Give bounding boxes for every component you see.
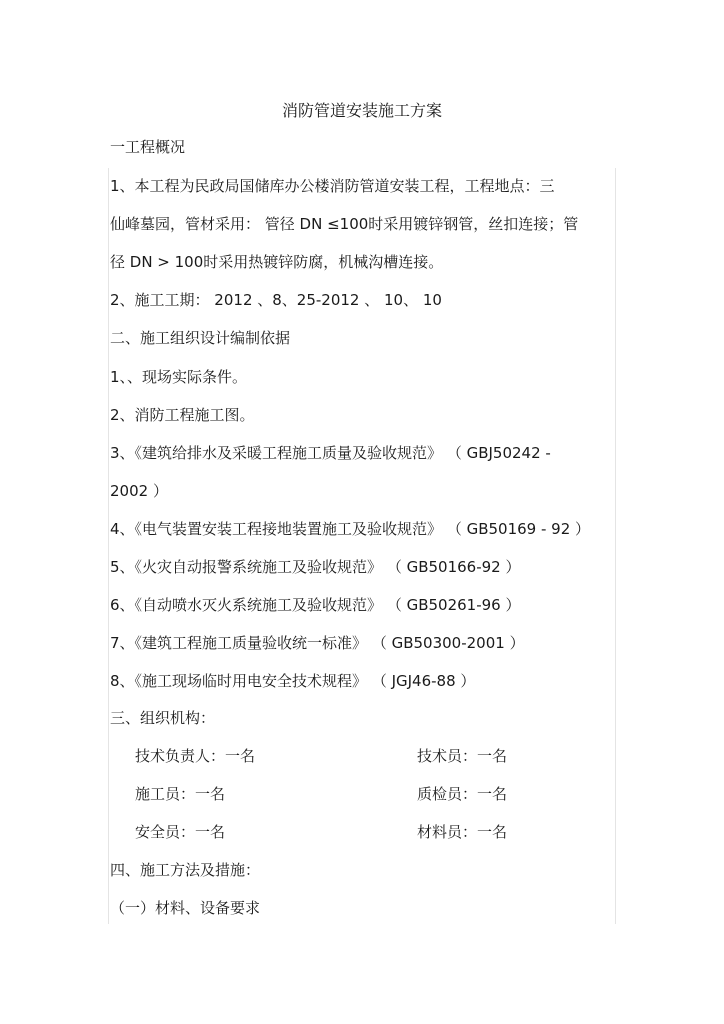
paragraph-2: 2、施工工期： 2012 、8、25-2012 、 10、 10: [110, 291, 442, 309]
section3-heading: 三、组织机构：: [110, 709, 216, 727]
basis-item-continuation: 2002 ）: [110, 482, 168, 500]
basis-item: 7、《建筑工程施工质量验收统一标准》 （ GB50300-2001 ）: [110, 634, 525, 652]
paragraph-1-line-2: 仙峰墓园，管材采用： 管径 DN ≤100时采用镀锌钢管，丝扣连接；管: [110, 215, 579, 233]
paragraph-1-line-3: 径 DN > 100时采用热镀锌防腐，机械沟槽连接。: [110, 253, 444, 271]
staff-role-right: 技术员：一名: [417, 747, 508, 765]
basis-item: 8、《施工现场临时用电安全技术规程》 （ JGJ46-88 ）: [110, 672, 476, 690]
basis-item: 4、《电气装置安装工程接地装置施工及验收规范》 （ GB50169 - 92 ）: [110, 520, 591, 538]
paragraph-1-line-1: 1、本工程为民政局国储库办公楼消防管道安装工程，工程地点：三: [110, 177, 555, 195]
document-title: 消防管道安装施工方案: [281, 101, 442, 120]
staff-role-right: 材料员：一名: [417, 823, 508, 841]
basis-item: 6、《自动喷水灭火系统施工及验收规范》 （ GB50261-96 ）: [110, 596, 521, 614]
staff-role-left: 安全员：一名: [135, 823, 226, 841]
section2-heading: 二、施工组织设计编制依据: [110, 329, 291, 347]
staff-role-right: 质检员：一名: [417, 785, 508, 803]
subsection1-heading: （一）材料、设备要求: [110, 899, 261, 917]
basis-item: 2、消防工程施工图。: [110, 406, 255, 424]
staff-role-left: 施工员：一名: [135, 785, 226, 803]
basis-item: 1、、现场实际条件。: [110, 368, 248, 386]
staff-role-left: 技术负责人：一名: [135, 747, 256, 765]
section1-heading: 一工程概况: [110, 138, 186, 156]
basis-item: 5、《火灾自动报警系统施工及验收规范》 （ GB50166-92 ）: [110, 558, 521, 576]
content-frame: [108, 168, 616, 924]
section4-heading: 四、施工方法及措施：: [110, 861, 261, 879]
basis-item: 3、《建筑给排水及采暖工程施工质量及验收规范》 （ GBJ50242 -: [110, 444, 551, 462]
